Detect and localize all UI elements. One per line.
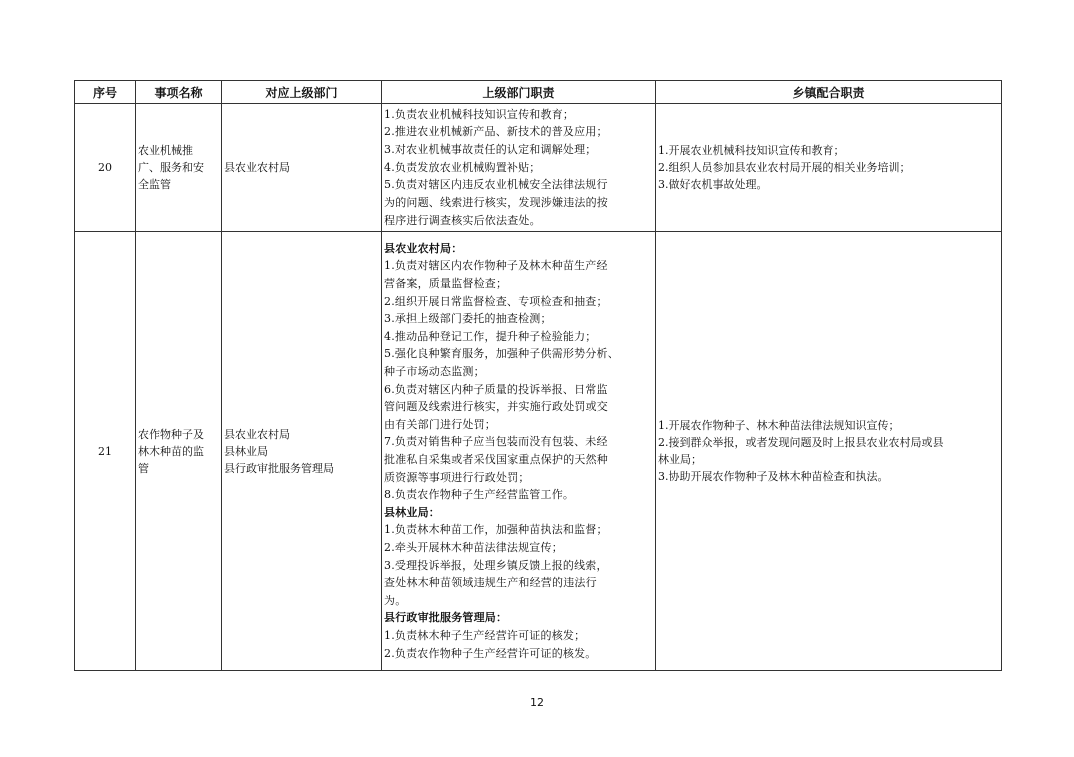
duty-line: 质资源等事项进行行政处罚；	[384, 470, 530, 484]
dept-cell	[222, 232, 382, 671]
superior-duties-cell	[382, 232, 656, 671]
duty-line: 为的问题、线索进行核实，发现涉嫌违法的按	[384, 196, 608, 210]
header-superior-duties: 上级部门职责	[382, 81, 656, 104]
dept-name: 县行政审批服务管理局	[224, 461, 334, 475]
duty-line: 为。	[384, 593, 407, 607]
duty-line: 批准私自采集或者采伐国家重点保护的天然种	[384, 453, 608, 466]
duty-line: 6.负责对辖区内种子质量的投诉举报、日常监	[384, 382, 608, 396]
item-name-line: 农业机械推	[138, 144, 193, 157]
header-index: 序号	[75, 81, 136, 104]
header-superior-dept: 对应上级部门	[222, 81, 382, 104]
duty-line: 1.负责林木种子生产经营许可证的核发；	[384, 628, 586, 642]
section-title: 县林业局：	[384, 505, 440, 519]
table-header-row	[75, 81, 1002, 104]
duty-line: 查处林木种苗领域违规生产和经营的违法行	[384, 576, 597, 590]
row-index: 21	[75, 232, 136, 671]
duty-line: 由有关部门进行处罚；	[384, 417, 496, 431]
item-name-line: 全监管	[138, 178, 171, 191]
town-duty-line: 1.开展农作物种子、林木种苗法律法规知识宣传；	[658, 419, 900, 432]
duty-line: 4.负责发放农业机械购置补贴；	[384, 160, 541, 174]
item-name-line: 广、服务和安	[138, 161, 204, 174]
dept-cell	[222, 104, 382, 232]
duty-line: 2.牵头开展林木种苗法律法规宣传；	[384, 540, 563, 554]
section-title: 县农业农村局：	[384, 241, 463, 255]
duty-line: 1.负责对辖区内农作物种子及林木种苗生产经	[384, 259, 608, 273]
duty-line: 2.推进农业机械新产品、新技术的普及应用；	[384, 125, 608, 139]
duty-line: 管问题及线索进行核实，并实施行政处罚或交	[384, 400, 608, 414]
dept-name: 县农业农村局	[224, 427, 290, 441]
header-town-duties: 乡镇配合职责	[656, 81, 1002, 104]
item-name-line: 林木种苗的监	[138, 444, 204, 458]
dept-name: 县农业农村局	[224, 161, 290, 174]
table-row	[75, 104, 1002, 232]
superior-duties-cell	[382, 104, 656, 232]
duty-line: 营备案，质量监督检查；	[384, 277, 508, 291]
duty-line: 2.组织开展日常监督检查、专项检查和抽查；	[384, 294, 608, 308]
town-duty-line: 3.协助开展农作物种子及林木种苗检查和执法。	[658, 470, 889, 483]
header-item-name: 事项名称	[136, 81, 222, 104]
dept-name: 县林业局	[224, 444, 268, 458]
town-duty-line: 3.做好农机事故处理。	[658, 178, 768, 191]
town-duty-line: 2.接到群众举报，或者发现问题及时上报县农业农村局或县	[658, 436, 944, 449]
duty-line: 5.强化良种繁育服务，加强种子供需形势分析、	[384, 347, 619, 361]
table-row	[75, 232, 1002, 671]
duty-line: 3.承担上级部门委托的抽查检测；	[384, 312, 552, 326]
duty-line: 1.负责林木种苗工作，加强种苗执法和监督；	[384, 523, 608, 537]
duty-line: 1.负责农业机械科技知识宣传和教育；	[384, 107, 575, 121]
row-index: 20	[75, 104, 136, 232]
duty-table	[74, 80, 1002, 671]
duty-line: 3.对农业机械事故责任的认定和调解处理；	[384, 142, 597, 156]
town-duty-line: 林业局；	[658, 453, 702, 466]
duty-line: 8.负责农作物种子生产经营监管工作。	[384, 488, 575, 502]
duty-line: 2.负责农作物种子生产经营许可证的核发。	[384, 646, 597, 660]
duty-line: 程序进行调查核实后依法查处。	[384, 213, 541, 227]
town-duties-cell	[656, 232, 1002, 671]
duty-line: 种子市场动态监测；	[384, 365, 485, 379]
duty-line: 5.负责对辖区内违反农业机械安全法律法规行	[384, 178, 608, 192]
town-duty-line: 2.组织人员参加县农业农村局开展的相关业务培训；	[658, 161, 911, 174]
town-duties-cell	[656, 104, 1002, 232]
item-name-cell	[136, 104, 222, 232]
page-number: 12	[530, 696, 544, 709]
duty-line: 7.负责对销售种子应当包装而没有包装、未经	[384, 435, 608, 449]
town-duty-line: 1.开展农业机械科技知识宣传和教育；	[658, 144, 845, 157]
duty-line: 3.受理投诉举报，处理乡镇反馈上报的线索，	[384, 558, 608, 572]
item-name-line: 农作物种子及	[138, 427, 204, 441]
item-name-cell	[136, 232, 222, 671]
item-name-line: 管	[138, 461, 149, 475]
duty-line: 4.推动品种登记工作，提升种子检验能力；	[384, 329, 597, 343]
section-title: 县行政审批服务管理局：	[384, 611, 508, 625]
